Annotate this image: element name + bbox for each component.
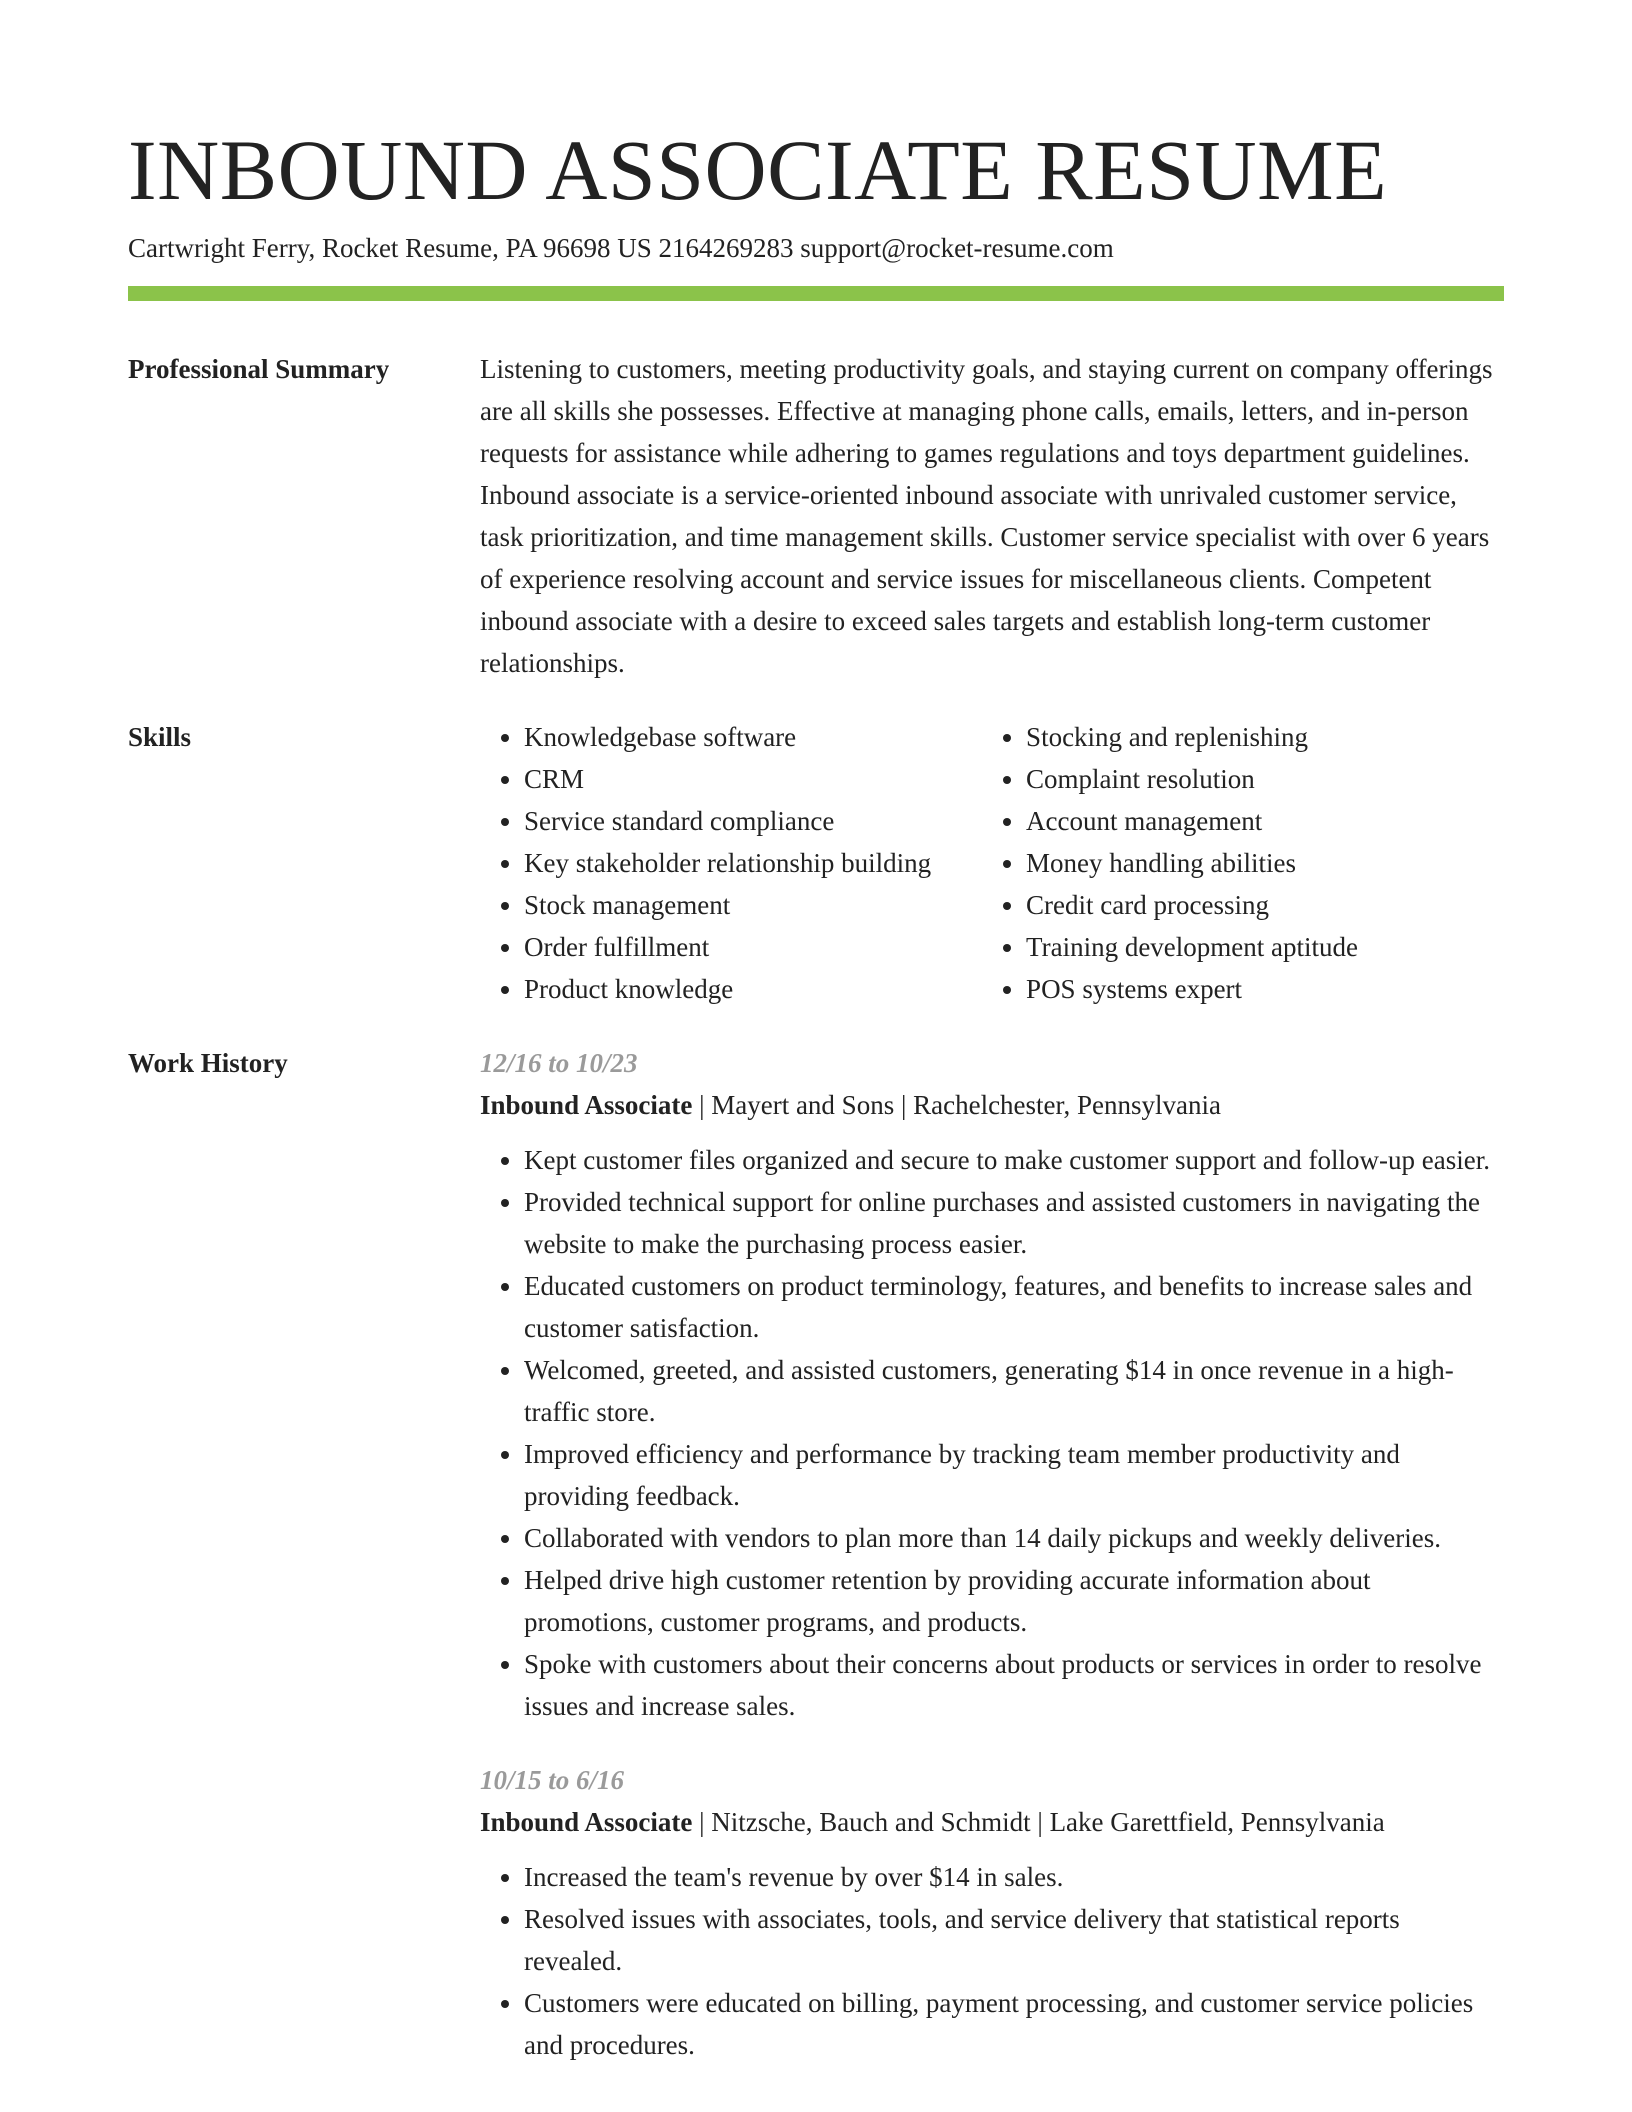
job-dates: 10/15 to 6/16 (480, 1765, 625, 1795)
summary-section (128, 348, 1504, 688)
job-bullet: • Educated customers on product terminology, features, and benefits to increase sales and customer satisfaction. (524, 1265, 1504, 1349)
work-history-section (128, 1042, 1504, 2112)
skills-list-left (480, 716, 982, 1010)
job-bullet: • Provided technical support for online purchases and assisted customers in navigating the website to make the purchasing process easier. (524, 1181, 1504, 1265)
summary-text: Listening to customers, meeting productivity goals, and staying current on company offerings are all skills she possesses. Effective at managing phone calls, emails, letters, and in-person requests for assistance while adhering to games regulations and toys department guidelines. Inbound associate is a service-oriented inbound associate with unrivaled customer service, task prioritization, and time management skills. Customer service specialist with over 6 years of experience resolving account and service issues for miscellaneous clients. Competent inbound associate with a desire to exceed sales targets and establish long-term customer relationships. (480, 354, 1493, 678)
skill-item: • Key stakeholder relationship building (524, 842, 982, 884)
skill-item: • Stock management (524, 884, 982, 926)
job-entry (480, 1042, 1504, 1727)
skill-item: • Stocking and replenishing (1026, 716, 1504, 758)
skill-item: • Order fulfillment (524, 926, 982, 968)
job-title: Inbound Associate (480, 1807, 693, 1837)
job-bullet: • Kept customer files organized and secure to make customer support and follow-up easier. (524, 1139, 1504, 1181)
job-bullet: • Customers were educated on billing, payment processing, and customer service policies and procedures. (524, 1982, 1504, 2066)
job-dates: 12/16 to 10/23 (480, 1048, 638, 1078)
job-bullet: • Improved efficiency and performance by tracking team member productivity and providing feedback. (524, 1433, 1504, 1517)
skill-item: • Complaint resolution (1026, 758, 1504, 800)
job-heading (480, 1801, 1504, 1843)
skill-item: • Service standard compliance (524, 800, 982, 842)
skill-item: • Credit card processing (1026, 884, 1504, 926)
job-bullet: • Increased the team's revenue by over $14 in sales. (524, 1856, 1504, 1898)
job-heading (480, 1084, 1504, 1126)
job-details: | Mayert and Sons | Rachelchester, Pennsylvania (692, 1090, 1221, 1120)
contact-info: Cartwright Ferry, Rocket Resume, PA 96698 US 2164269283 support@rocket-resume.com (128, 233, 1114, 263)
skill-item: • Money handling abilities (1026, 842, 1504, 884)
skill-item: • Training development aptitude (1026, 926, 1504, 968)
skill-item: • Product knowledge (524, 968, 982, 1010)
job-bullet: • Spoke with customers about their concerns about products or services in order to resolve issues and increase sales. (524, 1643, 1504, 1727)
job-bullet-list (480, 1856, 1504, 2066)
accent-divider (128, 286, 1504, 301)
job-bullet: • Resolved issues with associates, tools, and service delivery that statistical reports revealed. (524, 1898, 1504, 1982)
job-bullet: • Collaborated with vendors to plan more than 14 daily pickups and weekly deliveries. (524, 1517, 1504, 1559)
job-title: Inbound Associate (480, 1090, 693, 1120)
job-bullet: • Helped drive high customer retention by providing accurate information about promotions, customer programs, and products. (524, 1559, 1504, 1643)
skill-item: • Knowledgebase software (524, 716, 982, 758)
skills-heading: Skills (128, 722, 192, 752)
skill-item: • POS systems expert (1026, 968, 1504, 1010)
resume-title: INBOUND ASSOCIATE RESUME (128, 122, 1388, 218)
job-bullet-list (480, 1139, 1504, 1727)
job-details: | Nitzsche, Bauch and Schmidt | Lake Garettfield, Pennsylvania (692, 1807, 1385, 1837)
work-history-heading: Work History (128, 1048, 288, 1078)
skill-item: • Account management (1026, 800, 1504, 842)
skill-item: • CRM (524, 758, 982, 800)
job-bullet: • Welcomed, greeted, and assisted customers, generating $14 in once revenue in a high-traffic store. (524, 1349, 1504, 1433)
summary-heading: Professional Summary (128, 354, 390, 384)
skills-section (128, 716, 1504, 1016)
job-entry (480, 1759, 1504, 2066)
skills-list-right (982, 716, 1504, 1010)
skills-columns (480, 716, 1504, 1010)
